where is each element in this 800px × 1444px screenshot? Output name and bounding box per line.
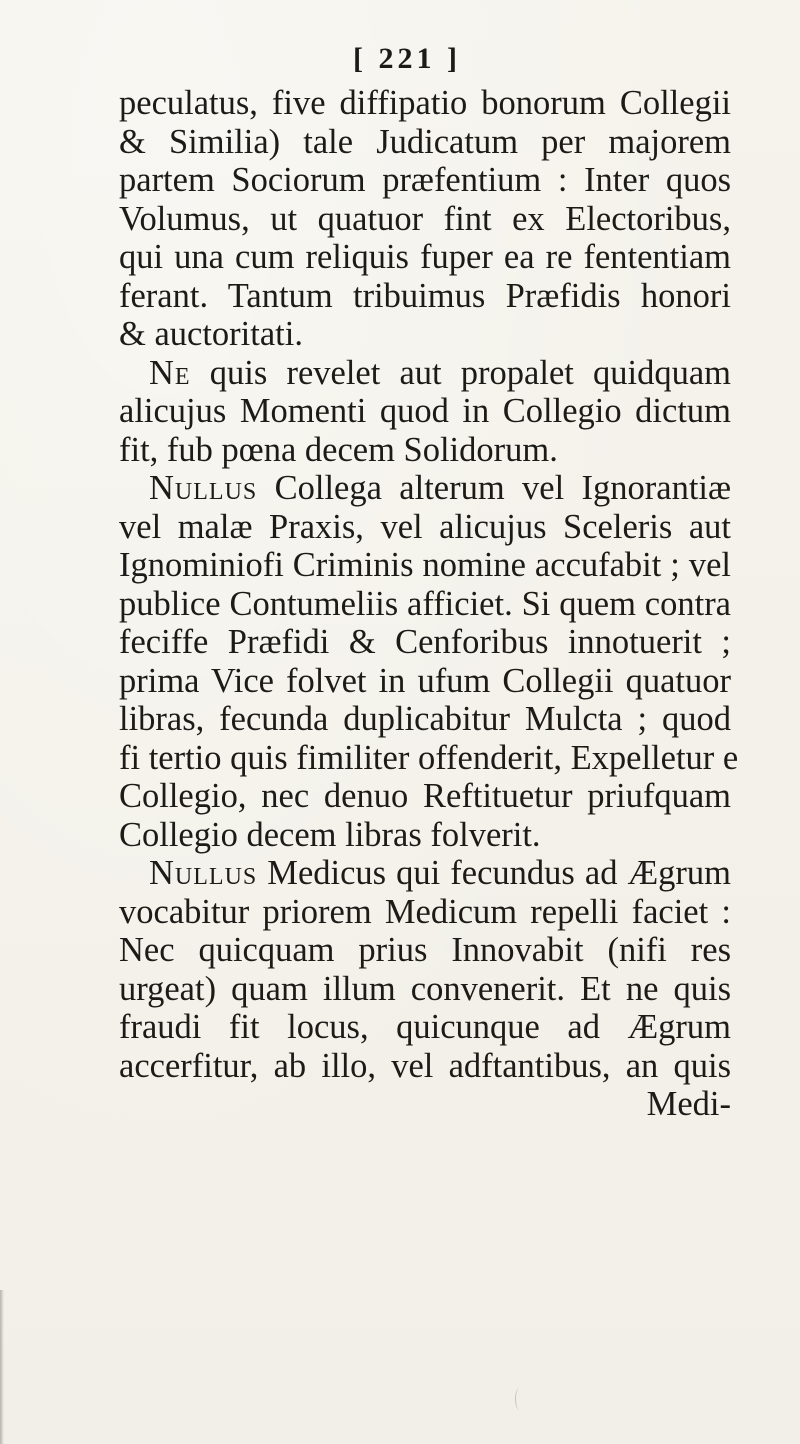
page-edge-shadow bbox=[0, 1290, 4, 1444]
text-line-rest: Collega alterum vel Ignorantiæ bbox=[274, 469, 732, 507]
text-line: vel malæ Praxis, vel alicujus Sceleris aut bbox=[119, 507, 731, 546]
text-line: peculatus, five diffipatio bonorum Collegii bbox=[119, 84, 731, 122]
catchword: Medi- bbox=[646, 1085, 731, 1123]
text-line: Collegio, nec denuo Reftituetur priufquam bbox=[119, 777, 731, 815]
text-line: prima Vice folvet in ufum Collegii quatuor bbox=[119, 661, 731, 700]
paragraph-start-line bbox=[119, 354, 731, 393]
text-line: Ignominiofi Criminis nomine accufabit ; vel bbox=[119, 546, 731, 584]
paragraph-start-line bbox=[119, 469, 731, 508]
text-line: qui una cum reliquis fuper ea re fententiam bbox=[119, 238, 731, 276]
text-line: urgeat) quam illum convenerit. Et ne quis bbox=[119, 969, 731, 1008]
text-line-rest: Medicus qui fecundus ad Ægrum bbox=[267, 854, 731, 892]
text-line: Nec quicquam prius Innovabit (nifi res bbox=[119, 931, 731, 969]
text-line: vocabitur priorem Medicum repelli faciet : bbox=[119, 892, 731, 931]
text-line: Collegio decem libras folverit. bbox=[119, 815, 541, 854]
text-line: fit, fub pœna decem Solidorum. bbox=[119, 430, 558, 469]
body-text bbox=[119, 84, 739, 1124]
paragraph-start-line bbox=[119, 854, 731, 893]
text-line: fi tertio quis fimiliter offenderit, Expelletur e bbox=[119, 738, 739, 777]
lead-word: Nullus bbox=[149, 854, 258, 892]
text-line: Volumus, ut quatuor fint ex Electoribus, bbox=[119, 199, 731, 238]
text-line: ferant. Tantum tribuimus Præfidis honori bbox=[119, 276, 731, 315]
text-line: & auctoritati. bbox=[119, 315, 303, 353]
text-line: fraudi fit locus, quicunque ad Ægrum bbox=[119, 1008, 731, 1046]
text-line: partem Sociorum præfentium : Inter quos bbox=[119, 161, 731, 199]
page-number: [ 221 ] bbox=[353, 42, 461, 75]
text-line: accerfitur, ab illo, vel adftantibus, an quis bbox=[119, 1046, 731, 1085]
text-line: publice Contumeliis afficiet. Si quem contra bbox=[119, 584, 731, 623]
lead-word: Nullus bbox=[149, 469, 258, 507]
paper-mark bbox=[515, 1388, 524, 1410]
text-line: libras, fecunda duplicabitur Mulcta ; quod bbox=[119, 700, 731, 738]
lead-word: Ne bbox=[149, 353, 191, 392]
text-line-rest: quis revelet aut propalet quidquam bbox=[209, 353, 732, 392]
text-line: alicujus Momenti quod in Collegio dictum bbox=[119, 392, 731, 430]
text-line: feciffe Præfidi & Cenforibus innotuerit ; bbox=[119, 623, 731, 661]
text-line: & Similia) tale Judicatum per majorem bbox=[119, 122, 731, 161]
